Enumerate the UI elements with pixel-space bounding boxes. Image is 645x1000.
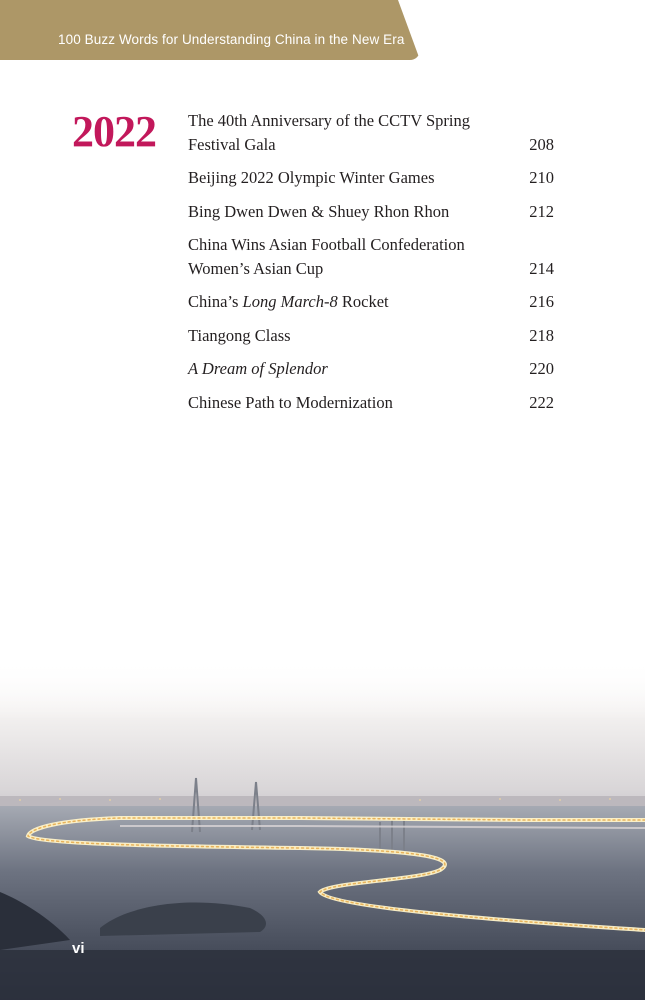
toc-entry[interactable] xyxy=(188,391,554,415)
toc-entry-page: 220 xyxy=(529,359,554,378)
table-of-contents xyxy=(188,108,554,414)
bridge-photo xyxy=(0,660,645,1000)
toc-entry-title: A Dream of Splendor xyxy=(188,359,328,378)
toc-entry-page: 210 xyxy=(529,168,554,187)
toc-entry-title: Tiangong Class xyxy=(188,325,291,345)
page-number: vi xyxy=(72,940,85,957)
toc-entry-title: Bing Dwen Dwen & Shuey Rhon Rhon xyxy=(188,201,450,221)
toc-entry[interactable] xyxy=(188,290,554,314)
toc-entry[interactable] xyxy=(188,357,554,381)
toc-entry-page: 222 xyxy=(529,392,554,412)
toc-entry-page: 212 xyxy=(529,201,554,221)
toc-entry-page: 208 xyxy=(529,134,554,154)
toc-entry-title: The 40th Anniversary of the CCTV Spring Festival Gala xyxy=(188,111,470,154)
toc-entry-page: 214 xyxy=(529,258,554,278)
toc-entry-page: 218 xyxy=(529,325,554,345)
section-year: 2022 xyxy=(72,107,156,156)
toc-entry-page: 216 xyxy=(529,292,554,311)
header-banner xyxy=(0,0,420,60)
toc-entry-title: China’s Long March-8 Rocket xyxy=(188,292,389,311)
toc-entry[interactable] xyxy=(188,233,554,280)
toc-entry-title: Beijing 2022 Olympic Winter Games xyxy=(188,168,435,187)
toc-entry-title: Chinese Path to Modernization xyxy=(188,392,393,412)
book-title: 100 Buzz Words for Understanding China in the New Era xyxy=(58,32,405,47)
toc-entry[interactable] xyxy=(188,324,554,348)
toc-entry[interactable] xyxy=(188,166,554,190)
toc-entry[interactable] xyxy=(188,200,554,224)
toc-entry-title: China Wins Asian Football Confederation Women’s Asian Cup xyxy=(188,235,465,278)
toc-entry[interactable] xyxy=(188,108,554,156)
